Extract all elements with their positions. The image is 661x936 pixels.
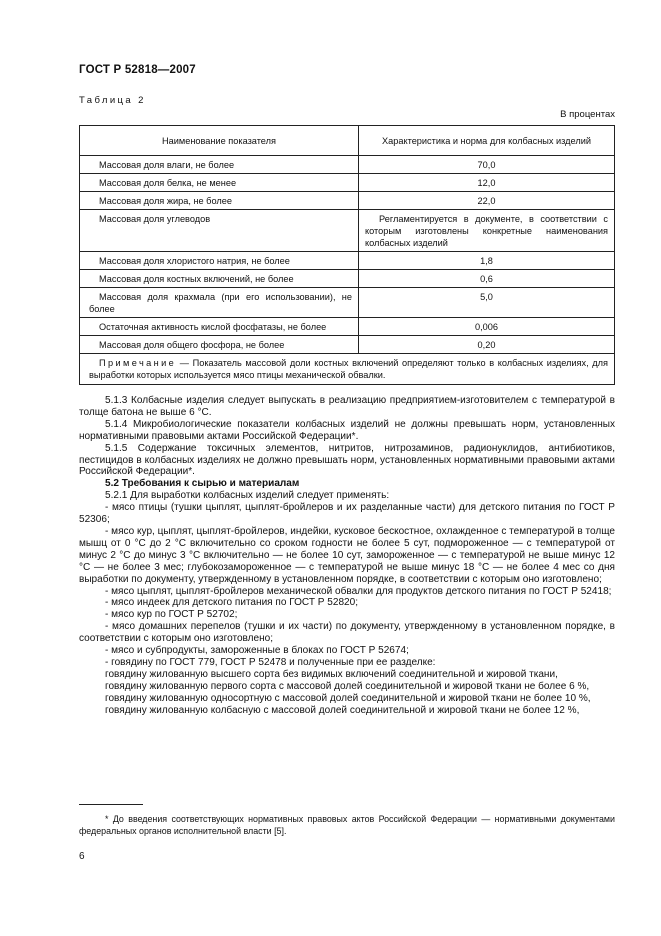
table-title: Таблица 2 (79, 95, 146, 106)
list-item: - мясо индеек для детского питания по ГОСТ Р 52820; (105, 597, 358, 609)
footnote (79, 813, 615, 837)
row-value: Регламентируется в документе, в соответствии с которым изготовлены конкретные наименования колбасных изделий (359, 210, 615, 252)
row-value: 0,006 (359, 318, 615, 336)
row-name-cell (80, 174, 359, 192)
beef-item: говядину жилованную высшего сорта без видимых включений соединительной и жировой ткани, (105, 668, 558, 680)
column-header-indicator: Наименование показателя (80, 126, 359, 156)
row-name-cell (80, 288, 359, 318)
table-row (80, 210, 615, 252)
row-name-cell (80, 252, 359, 270)
page-number: 6 (79, 851, 85, 862)
row-name: Массовая доля хлористого натрия, не более (99, 256, 290, 266)
table-row (80, 174, 615, 192)
list-item: - мясо кур по ГОСТ Р 52702; (105, 609, 238, 621)
row-name: Массовая доля влаги, не более (99, 160, 235, 170)
table-header-row (80, 126, 615, 156)
specification-table (79, 125, 615, 385)
list-item: - говядину по ГОСТ 779, ГОСТ Р 52478 и полученные при ее разделке: (105, 656, 436, 668)
table-row (80, 252, 615, 270)
row-name: Массовая доля крахмала (при его использовании), не более (89, 292, 352, 314)
table-note (80, 354, 615, 385)
section-heading-5-2: 5.2 Требования к сырью и материалам (105, 478, 300, 490)
row-value: 12,0 (359, 174, 615, 192)
clause-5-1-4: 5.1.4 Микробиологические показатели колбасных изделий не должны превышать норм, установленных нормативными правовыми актами Российской Федерации*. (79, 418, 615, 442)
table-row (80, 288, 615, 318)
footnote-separator (79, 804, 143, 805)
column-header-norm: Характеристика и норма для колбасных изделий (359, 126, 615, 156)
row-name: Массовая доля костных включений, не более (99, 274, 294, 284)
table-row (80, 156, 615, 174)
clause-5-1-3: 5.1.3 Колбасные изделия следует выпускать в реализацию предприятием-изготовителем с температурой в толще батона не выше 6 °С. (79, 395, 615, 418)
row-value: 22,0 (359, 192, 615, 210)
list-item: - мясо и субпродукты, замороженные в блоках по ГОСТ Р 52674; (105, 645, 409, 657)
table-row (80, 270, 615, 288)
row-name-cell (80, 156, 359, 174)
clause-5-1-5: 5.1.5 Содержание токсичных элементов, нитритов, нитрозаминов, радионуклидов, антибиотиков, пестицидов в колбасных изделиях не должно превышать норм, установленных нормативными правовыми актами Российской Федерации*. (79, 442, 615, 478)
table-row (80, 318, 615, 336)
row-name: Массовая доля белка, не менее (99, 178, 237, 188)
row-value: 0,20 (359, 336, 615, 354)
row-value: 1,8 (359, 252, 615, 270)
beef-item: говядину жилованную колбасную с массовой долей соединительной и жировой ткани не более 12 %, (105, 704, 580, 716)
row-name-cell (80, 336, 359, 354)
body-text (79, 395, 615, 716)
note-text: — Показатель массовой доли костных включений определяют только в колбасных изделиях, для выработки которых используется мясо птицы механической обвалки. (89, 358, 608, 380)
row-name-cell (80, 318, 359, 336)
list-item: - мясо цыплят, цыплят-бройлеров механической обвалки для продуктов детского питания по ГОСТ Р 52418; (105, 585, 612, 597)
row-value: 70,0 (359, 156, 615, 174)
note-label: Примечание (99, 358, 177, 368)
row-name-cell (80, 270, 359, 288)
beef-item: говядину жилованную односортную с массовой долей соединительной и жировой ткани не более 10 %, (105, 692, 591, 704)
table-row (80, 192, 615, 210)
row-name: Массовая доля жира, не более (99, 196, 232, 206)
row-name-cell (80, 210, 359, 252)
list-item: - мясо домашних перепелов (тушки и их части) по документу, утвержденному в установленном порядке, в соответствии с которым оно изготовлено; (79, 621, 615, 645)
table-note-row (80, 354, 615, 385)
document-code: ГОСТ Р 52818—2007 (79, 64, 196, 76)
table-units: В процентах (560, 109, 615, 120)
row-name-cell (80, 192, 359, 210)
list-item: - мясо птицы (тушки цыплят, цыплят-бройлеров и их разделанные части) для детского питания по ГОСТ Р 52306; (79, 502, 615, 526)
table-row (80, 336, 615, 354)
clause-5-2-1: 5.2.1 Для выработки колбасных изделий следует применять: (105, 490, 390, 502)
footnote-text: * До введения соответствующих нормативных правовых актов Российской Федерации — нормативными документами федеральных органов исполнительной власти [5]. (79, 814, 615, 836)
row-value: 0,6 (359, 270, 615, 288)
beef-item: говядину жилованную первого сорта с массовой долей соединительной и жировой ткани не более 6 %, (105, 680, 590, 692)
row-value: 5,0 (359, 288, 615, 318)
row-name: Массовая доля общего фосфора, не более (99, 340, 285, 350)
list-item: - мясо кур, цыплят, цыплят-бройлеров, индейки, кусковое бескостное, охлажденное с температурой в толще мышц от 0 °С до 2 °С включительно со сроком годности не более 5 сут, подмороженное — с температурой от минус 2 °С до минус 3 °С включительно — не более 10 сут, замороженное — с температурой не выше минус 12 °С — не более 3 мес; глубокозамороженное — с температурой не выше минус 18 °С — не более 4 мес со дня выработки по документу, утвержденному в установленном порядке, в соответствии с которым оно изготовлено; (79, 525, 615, 585)
row-name: Массовая доля углеводов (99, 214, 211, 224)
row-name: Остаточная активность кислой фосфатазы, не более (99, 322, 327, 332)
